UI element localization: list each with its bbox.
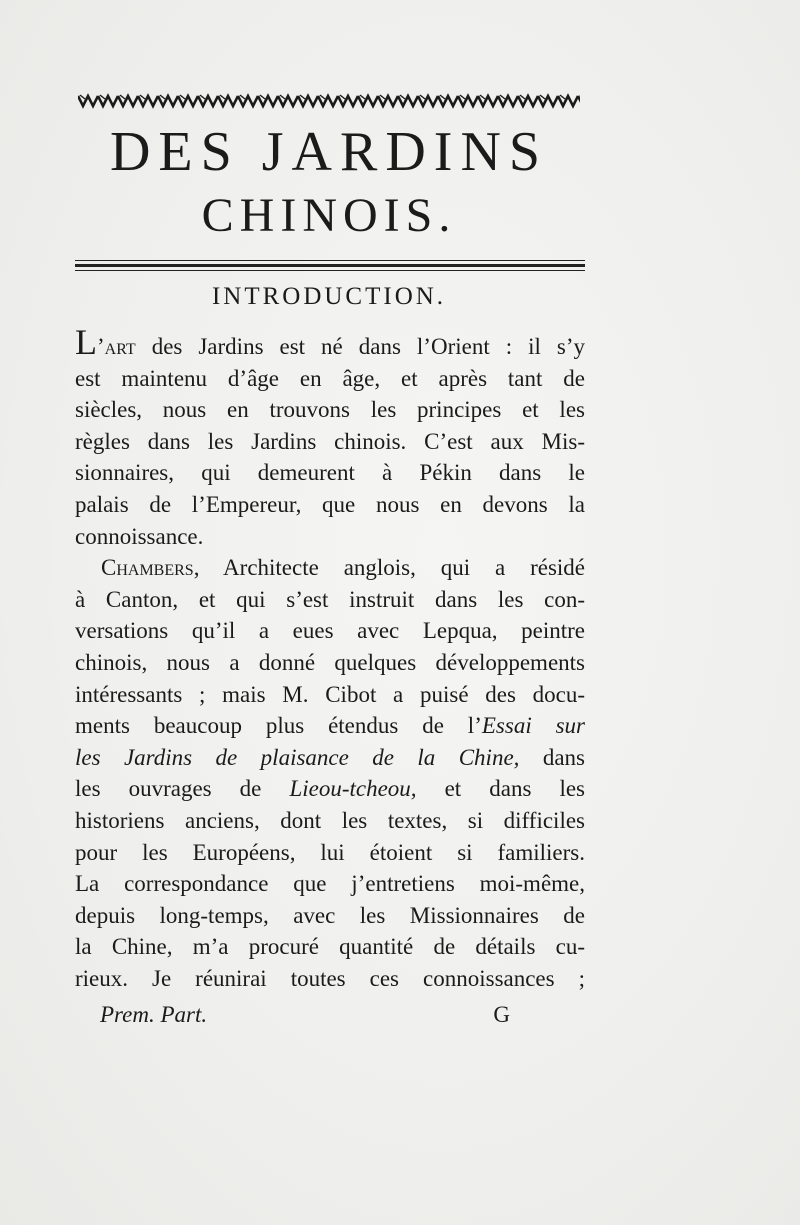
drop-cap: L: [75, 322, 97, 362]
text-line: [75, 552, 585, 584]
smallcaps-word: Chambers: [101, 555, 194, 581]
body-text: [75, 322, 586, 994]
ornament-border: [78, 90, 580, 112]
text-fragment: et dans les: [416, 776, 585, 802]
text-line: [75, 773, 585, 805]
text-line: palais de l’Empereur, que nous en devons la: [75, 491, 585, 517]
text-line: chinois, nous a donné quelques développements: [75, 649, 585, 675]
text-line: connoissance.: [75, 523, 204, 549]
text-fragment: ments beaucoup plus étendus de l’: [75, 713, 482, 739]
text-line: pour les Européens, lui étoient si familiers.: [75, 839, 585, 865]
text-fragment: des Jardins est né dans l’Orient : il s’y: [135, 334, 585, 359]
text-line: règles dans les Jardins chinois. C’est aux Mis-: [75, 428, 585, 454]
rule-thick: [75, 264, 585, 267]
italic-text: les Jardins de plaisance de la Chine,: [75, 744, 520, 770]
gathering-letter: G: [493, 1002, 510, 1027]
text-line: [75, 710, 585, 742]
text-line: sionnaires, qui demeurent à Pékin dans le: [75, 460, 585, 486]
text-line: historiens anciens, dont les textes, si difficiles: [75, 807, 585, 833]
rule-thin-top: [75, 260, 585, 261]
text-line: siècles, nous en trouvons les principes et les: [75, 397, 585, 423]
section-heading: INTRODUCTION.: [211, 283, 447, 310]
text-line: depuis long-temps, avec les Missionnaires de: [75, 902, 585, 928]
signature-mark: Prem. Part.: [100, 1002, 208, 1027]
title-line-2: CHINOIS.: [201, 189, 457, 242]
title-line-1: DES JARDINS: [109, 121, 549, 183]
text-fragment: dans: [519, 744, 585, 770]
text-line: rieux. Je réunirai toutes ces connoissances ;: [75, 965, 585, 991]
text-line: versations qu’il a eues avec Lepqua, peintre: [75, 618, 585, 644]
smallcaps-word: ’art: [97, 334, 136, 359]
text-line: [75, 322, 585, 363]
text-line: à Canton, et qui s’est instruit dans les con-: [75, 586, 585, 612]
text-line: la Chine, m’a procuré quantité de détails cu-: [75, 934, 585, 960]
text-fragment: les ouvrages de: [75, 776, 290, 802]
text-line: est maintenu d’âge en âge, et après tant de: [75, 365, 585, 391]
rule-thin-bottom: [75, 270, 585, 271]
italic-text: Essai sur: [481, 713, 586, 739]
text-line: La correspondance que j’entretiens moi-même,: [75, 871, 585, 897]
text-line: intéressants ; mais M. Cibot a puisé des docu-: [75, 681, 585, 707]
italic-text: Lieou-tcheou,: [289, 776, 417, 802]
text-fragment: , Architecte anglois, qui a résidé: [193, 555, 585, 581]
text-line: [75, 742, 585, 774]
